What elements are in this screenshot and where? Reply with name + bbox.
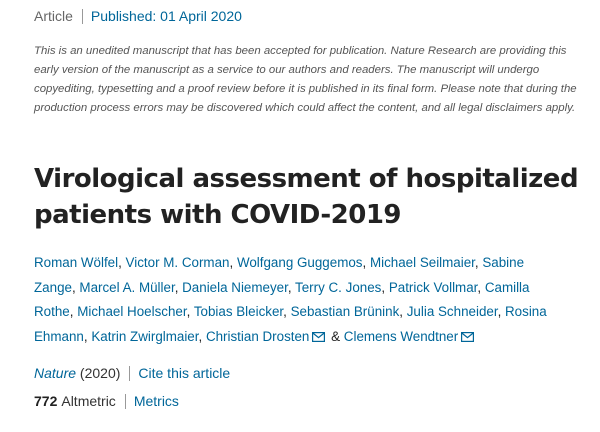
metrics-link[interactable]: Metrics (133, 393, 179, 409)
cite-article-link[interactable]: Cite this article (138, 365, 231, 381)
author-link[interactable]: Tobias Bleicker (193, 304, 284, 319)
journal-name-link[interactable]: Nature (34, 365, 77, 381)
author-link[interactable]: Sabine Zange (34, 255, 525, 295)
journal-info (34, 364, 230, 382)
author-link[interactable]: Terry C. Jones (295, 279, 382, 295)
author-link[interactable]: Katrin Zwirglmaier (91, 328, 199, 344)
email-icon[interactable] (461, 332, 474, 342)
author-link[interactable]: Julia Schneider (406, 304, 498, 319)
metrics-divider (125, 394, 126, 409)
author-link[interactable]: Clemens Wendtner (343, 328, 459, 344)
published-date-link[interactable]: Published: 01 April 2020 (90, 8, 242, 24)
email-icon[interactable] (312, 332, 325, 342)
author-join-ampersand: & (331, 328, 341, 344)
author-link[interactable]: Victor M. Corman (125, 255, 230, 270)
metrics-info (34, 392, 179, 410)
author-list: Roman Wölfel, Victor M. Corman, Wolfgang Guggemos, Michael Seilmaier, Sabine Zange, Marcel A. Müller, Daniela Niemeyer, Terry C. Jones, Patrick Vollmar, Camilla Rothe, Michael Hoelscher, Tobias Bleicker, Sebastian Brünink, Julia Schneider, Rosina Ehmann, Katrin Zwirglmaier, Christian Drosten & Clemens Wendtner (34, 255, 547, 344)
author-link[interactable]: Daniela Niemeyer (182, 279, 288, 295)
altmetric-score: 772 (34, 393, 58, 409)
article-meta (34, 7, 242, 25)
manuscript-notice: This is an unedited manuscript that has been accepted for publication. Nature Research are providing this early version of the manuscript as a service to our authors and readers. The manuscript will undergo copyediting, typesetting and a proof review before it is published in its final form. Please note that during the production process errors may be discovered which could affect the content, and all legal disclaimers apply. (34, 45, 577, 114)
author-link[interactable]: Michael Seilmaier (369, 255, 475, 270)
author-link[interactable]: Rosina Ehmann (34, 304, 547, 344)
author-link[interactable]: Patrick Vollmar (388, 279, 478, 295)
author-link[interactable]: Sebastian Brünink (290, 304, 400, 319)
altmetric-label: Altmetric (61, 393, 116, 409)
author-link[interactable]: Christian Drosten (205, 328, 310, 344)
author-link[interactable]: Michael Hoelscher (77, 304, 187, 319)
journal-divider (129, 366, 130, 381)
meta-divider (82, 9, 83, 24)
journal-year: (2020) (79, 365, 121, 381)
article-type-label: Article (34, 8, 73, 24)
article-title: Virological assessment of hospitalized patients with COVID-2019 (34, 164, 579, 230)
author-link[interactable]: Camilla Rothe (34, 279, 530, 319)
author-link[interactable]: Wolfgang Guggemos (236, 255, 363, 270)
author-link[interactable]: Marcel A. Müller (79, 279, 175, 295)
author-link[interactable]: Roman Wölfel (34, 255, 119, 270)
